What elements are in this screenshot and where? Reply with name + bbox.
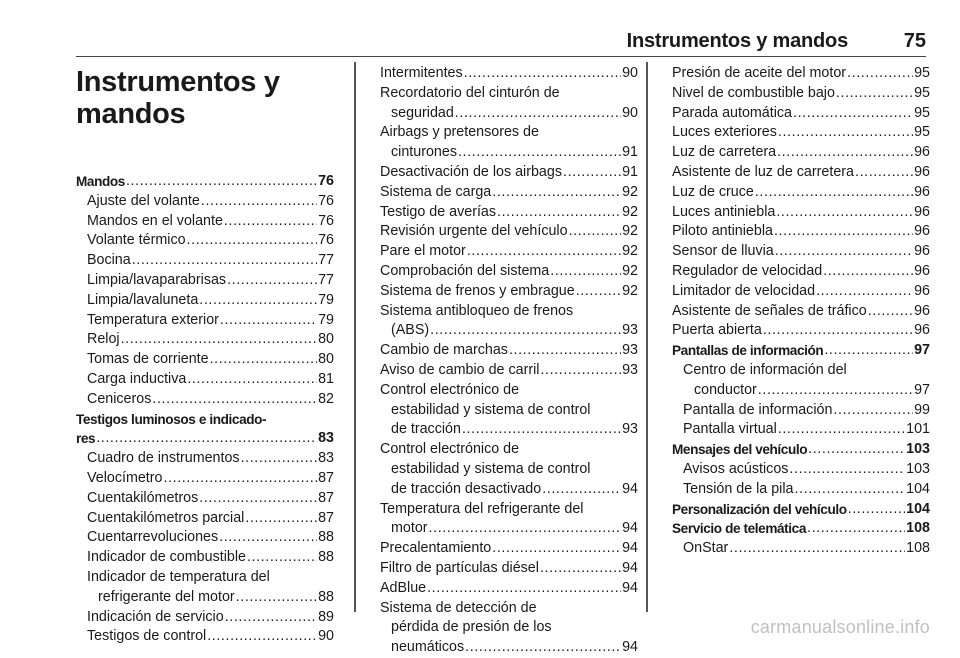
toc-entry-line1[interactable]: Recordatorio del cinturón de bbox=[380, 84, 560, 101]
toc-entry[interactable]: Bocina ..... 77 bbox=[76, 251, 334, 271]
toc-entry[interactable]: (ABS) ..... 93 bbox=[380, 321, 638, 341]
toc-entry[interactable]: Limpia/lavaparabrisas ..... 77 bbox=[76, 271, 334, 291]
toc-entry[interactable]: Testigo de averías ..... 92 bbox=[380, 203, 638, 223]
toc-entry[interactable]: Indicador de combustible ..... 88 bbox=[76, 548, 334, 568]
toc-entry[interactable]: Testigos de control ..... 90 bbox=[76, 627, 334, 647]
toc-entry[interactable]: Cuadro de instrumentos ..... 83 bbox=[76, 449, 334, 469]
chapter-title: Instrumentos y mandos bbox=[76, 66, 280, 130]
toc-entry[interactable]: Sensor de lluvia ..... 96 bbox=[672, 242, 930, 262]
toc-entry[interactable]: Puerta abierta ..... 96 bbox=[672, 321, 930, 341]
toc-section-personalizacion[interactable]: Personalización del vehículo ..... 104 bbox=[672, 500, 930, 520]
toc-entry[interactable]: Cuentakilómetros ..... 87 bbox=[76, 489, 334, 509]
toc-entry-line1[interactable]: Sistema antibloqueo de frenos bbox=[380, 302, 574, 319]
toc-column-3 bbox=[672, 64, 930, 559]
toc-entry[interactable]: Avisos acústicos ..... 103 bbox=[672, 460, 930, 480]
toc-entry[interactable]: Tensión de la pila ..... 104 bbox=[672, 480, 930, 500]
toc-entry[interactable]: Cuentakilómetros parcial ..... 87 bbox=[76, 509, 334, 529]
toc-entry[interactable]: Aviso de cambio de carril ..... 93 bbox=[380, 361, 638, 381]
toc-entry[interactable]: Cambio de marchas ..... 93 bbox=[380, 341, 638, 361]
toc-entry[interactable]: Pantalla de información ..... 99 bbox=[672, 401, 930, 421]
toc-column-1 bbox=[76, 64, 334, 647]
running-header-title: Instrumentos y mandos bbox=[626, 30, 848, 52]
toc-column-2 bbox=[380, 64, 638, 658]
toc-entry[interactable]: Regulador de velocidad ..... 96 bbox=[672, 262, 930, 282]
toc-entry[interactable]: Temperatura exterior ..... 79 bbox=[76, 311, 334, 331]
toc-entry-line2[interactable]: pérdida de presión de los bbox=[391, 619, 552, 636]
column-divider-1 bbox=[354, 62, 356, 612]
toc-entry-line1[interactable]: Indicador de temperatura del bbox=[87, 568, 270, 585]
toc-entry-line1[interactable]: Airbags y pretensores de bbox=[380, 124, 539, 141]
toc-entry[interactable]: Limitador de velocidad ..... 96 bbox=[672, 282, 930, 302]
toc-entry-line1[interactable]: Control electrónico de bbox=[380, 381, 520, 398]
toc-entry[interactable]: Tomas de corriente ..... 80 bbox=[76, 350, 334, 370]
toc-entry[interactable]: Carga inductiva ..... 81 bbox=[76, 370, 334, 390]
toc-entry[interactable]: Revisión urgente del vehículo ..... 92 bbox=[380, 222, 638, 242]
toc-entry[interactable]: refrigerante del motor ..... 88 bbox=[76, 588, 334, 608]
toc-entry[interactable]: Comprobación del sistema ..... 92 bbox=[380, 262, 638, 282]
toc-entry[interactable]: Asistente de señales de tráfico ..... 96 bbox=[672, 302, 930, 322]
toc-entry[interactable]: AdBlue ..... 94 bbox=[380, 579, 638, 599]
toc-entry[interactable]: Presión de aceite del motor ..... 95 bbox=[672, 64, 930, 84]
toc-entry[interactable]: cinturones ..... 91 bbox=[380, 143, 638, 163]
toc-entry[interactable]: Intermitentes ..... 90 bbox=[380, 64, 638, 84]
toc-entry[interactable]: Filtro de partículas diésel ..... 94 bbox=[380, 559, 638, 579]
toc-entry[interactable]: Luces exteriores ..... 95 bbox=[672, 123, 930, 143]
page-number: 75 bbox=[903, 30, 926, 52]
toc-entry-line1[interactable]: Centro de información del bbox=[683, 361, 847, 378]
toc-entry[interactable]: Ceniceros ..... 82 bbox=[76, 390, 334, 410]
toc-entry[interactable]: Pare el motor ..... 92 bbox=[380, 242, 638, 262]
toc-entry[interactable]: Nivel de combustible bajo ..... 95 bbox=[672, 84, 930, 104]
toc-section-testigos[interactable]: res ..... 83 bbox=[76, 429, 334, 449]
toc-entry-line2[interactable]: estabilidad y sistema de control bbox=[391, 401, 591, 418]
toc-section-mensajes[interactable]: Mensajes del vehículo ..... 103 bbox=[672, 440, 930, 460]
toc-entry-line2[interactable]: estabilidad y sistema de control bbox=[391, 460, 591, 477]
toc-entry[interactable]: Parada automática ..... 95 bbox=[672, 104, 930, 124]
toc-entry[interactable]: Ajuste del volante ..... 76 bbox=[76, 192, 334, 212]
toc-entry[interactable]: de tracción ..... 93 bbox=[380, 420, 638, 440]
toc-section-mandos[interactable]: Mandos ..... 76 bbox=[76, 172, 334, 192]
toc-entry[interactable]: conductor ..... 97 bbox=[672, 381, 930, 401]
toc-entry[interactable]: seguridad ..... 90 bbox=[380, 104, 638, 124]
page-header bbox=[0, 30, 960, 52]
toc-entry[interactable]: Luces antiniebla ..... 96 bbox=[672, 203, 930, 223]
toc-entry[interactable]: Piloto antiniebla ..... 96 bbox=[672, 222, 930, 242]
toc-entry[interactable]: OnStar ..... 108 bbox=[672, 539, 930, 559]
toc-entry[interactable]: Velocímetro ..... 87 bbox=[76, 469, 334, 489]
toc-entry-line1[interactable]: Sistema de detección de bbox=[380, 599, 537, 616]
watermark: carmanualsonline.info bbox=[750, 617, 930, 637]
toc-entry[interactable]: Limpia/lavaluneta ..... 79 bbox=[76, 291, 334, 311]
toc-entry[interactable]: Sistema de frenos y embrague ..... 92 bbox=[380, 282, 638, 302]
toc-entry-line1[interactable]: Control electrónico de bbox=[380, 441, 520, 458]
toc-entry[interactable]: Luz de cruce ..... 96 bbox=[672, 183, 930, 203]
toc-entry[interactable]: Mandos en el volante ..... 76 bbox=[76, 212, 334, 232]
toc-entry-line1[interactable]: Temperatura del refrigerante del bbox=[380, 500, 584, 517]
toc-section-pantallas[interactable]: Pantallas de información ..... 97 bbox=[672, 341, 930, 361]
toc-section-testigos-line1[interactable]: Testigos luminosos e indicado- bbox=[76, 411, 267, 427]
toc-entry[interactable]: Sistema de carga ..... 92 bbox=[380, 183, 638, 203]
toc-entry[interactable]: Cuentarrevoluciones ..... 88 bbox=[76, 528, 334, 548]
toc-section-telematica[interactable]: Servicio de telemática ..... 108 bbox=[672, 519, 930, 539]
column-divider-2 bbox=[646, 62, 648, 612]
toc-entry[interactable]: Indicación de servicio ..... 89 bbox=[76, 608, 334, 628]
header-rule bbox=[76, 56, 926, 57]
toc-entry[interactable]: Luz de carretera ..... 96 bbox=[672, 143, 930, 163]
toc-entry[interactable]: Desactivación de los airbags ..... 91 bbox=[380, 163, 638, 183]
toc-entry[interactable]: motor ..... 94 bbox=[380, 519, 638, 539]
toc-entry[interactable]: Asistente de luz de carretera ..... 96 bbox=[672, 163, 930, 183]
toc-entry[interactable]: neumáticos ..... 94 bbox=[380, 638, 638, 658]
toc-entry[interactable]: Precalentamiento ..... 94 bbox=[380, 539, 638, 559]
toc-entry[interactable]: Pantalla virtual ..... 101 bbox=[672, 420, 930, 440]
toc-entry[interactable]: de tracción desactivado ..... 94 bbox=[380, 480, 638, 500]
toc-entry[interactable]: Reloj ..... 80 bbox=[76, 330, 334, 350]
toc-entry[interactable]: Volante térmico ..... 76 bbox=[76, 231, 334, 251]
